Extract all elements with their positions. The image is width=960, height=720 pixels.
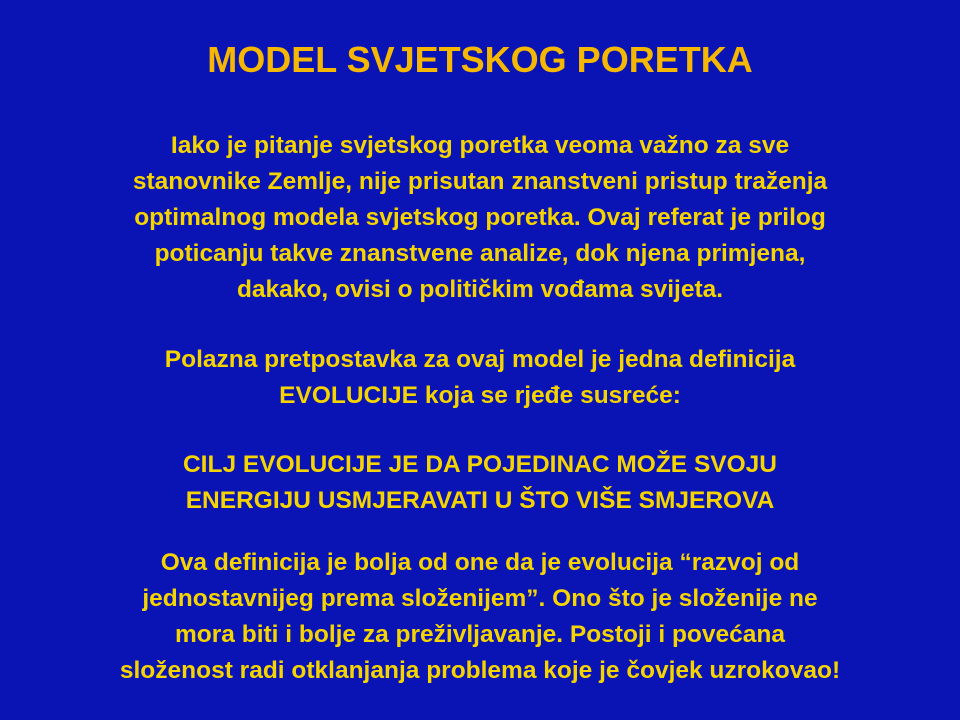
text-line: Polazna pretpostavka za ovaj model je jedna definicija [164,346,796,373]
text-line: optimalnog modela svjetskog poretka. Ovaj referat je prilog [134,204,826,231]
definition-paragraph [10,447,950,519]
text-line: EVOLUCIJE koja se rjeđe susreće: [279,382,681,409]
text-line: CILJ EVOLUCIJE JE DA POJEDINAC MOŽE SVOJU [182,451,778,478]
text-line: mora biti i bolje za preživljavanje. Postoji i povećana [175,621,785,648]
text-line: složenost radi otklanjanja problema koje je čovjek uzrokovao! [119,657,841,684]
text-line: poticanju takve znanstvene analize, dok njena primjena, [154,240,806,267]
text-line: Ova definicija je bolja od one da je evolucija “razvoj od [160,549,800,576]
text-line: ENERGIJU USMJERAVATI U ŠTO VIŠE SMJEROVA [185,487,775,514]
text-line: jednostavnijeg prema složenijem”. Ono što je složenije ne [142,585,818,612]
intro-paragraph [10,128,950,308]
text-line: Iako je pitanje svjetskog poretka veoma važno za sve [170,132,790,159]
comparison-paragraph [10,545,950,689]
text-line: stanovnike Zemlje, nije prisutan znanstveni pristup traženja [132,168,828,195]
premise-paragraph [10,342,950,414]
text-line: dakako, ovisi o političkim vođama svijeta. [236,276,724,303]
slide-title: MODEL SVJETSKOG PORETKA [207,39,753,80]
